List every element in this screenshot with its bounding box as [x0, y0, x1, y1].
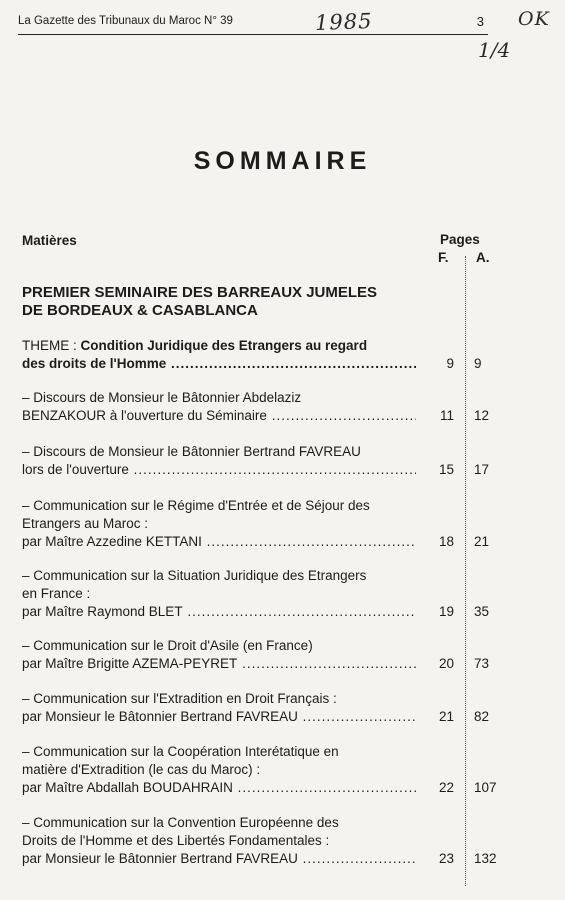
theme-title: Condition Juridique des Etrangers au regard	[80, 338, 368, 353]
page-title: SOMMAIRE	[193, 147, 372, 175]
page-a: 82	[474, 709, 490, 724]
entry-author-line: par Monsieur le Bâtonnier Bertrand FAVREAU .....	[22, 850, 416, 868]
entry-author-line: par Maître Azzedine KETTANI .....	[22, 533, 416, 551]
section-heading	[22, 284, 422, 320]
entry-author-line: par Maître Brigitte AZEMA-PEYRET .....	[22, 655, 416, 673]
column-header-a: A.	[476, 250, 490, 265]
entry-author-line: par Maître Raymond BLET .....	[22, 603, 416, 621]
entry-author-line: par Monsieur le Bâtonnier Bertrand FAVREAU .....	[22, 708, 416, 726]
handwritten-ok: OK	[518, 8, 550, 30]
page-f: 19	[438, 604, 454, 619]
entry-text-line: matière d'Extradition (le cas du Maroc) :	[22, 762, 261, 777]
column-header-matieres: Matières	[22, 233, 77, 248]
toc-entry	[22, 637, 542, 673]
page-f: 18	[438, 534, 454, 549]
toc-entry	[22, 690, 542, 726]
entry-text-line: – Communication sur la Convention Européenne des	[22, 815, 339, 830]
page-number: 3	[476, 14, 484, 29]
entry-text-line: Etrangers au Maroc :	[22, 516, 149, 531]
entry-text-line: en France :	[22, 586, 91, 601]
page-a: 35	[474, 604, 490, 619]
section-heading-line: DE BORDEAUX & CASABLANCA	[22, 302, 258, 319]
section-heading-line: PREMIER SEMINAIRE DES BARREAUX JUMELES	[22, 284, 378, 301]
page-a: 132	[474, 851, 497, 866]
page-a: 107	[474, 780, 497, 795]
toc-entry-theme	[22, 337, 542, 373]
page-a: 9	[474, 356, 482, 371]
handwritten-year: 1985	[314, 9, 373, 35]
page-a: 17	[474, 462, 490, 477]
column-header-f: F.	[438, 250, 449, 265]
handwritten-fraction: 1/4	[478, 38, 511, 62]
column-header-pages: Pages	[440, 232, 480, 247]
page-f: 23	[438, 851, 454, 866]
entry-text-line: – Communication sur le Droit d'Asile (en France)	[22, 638, 313, 653]
entry-author-line: par Maître Abdallah BOUDAHRAIN .....	[22, 779, 416, 797]
page-f: 21	[438, 709, 454, 724]
entry-text-line: – Communication sur la Coopération Interétatique en	[22, 744, 339, 759]
toc-entry	[22, 389, 542, 425]
page-f: 11	[439, 408, 454, 423]
toc-entry	[22, 743, 542, 797]
page-a: 73	[474, 656, 490, 671]
page-f: 15	[438, 462, 454, 477]
running-header	[18, 12, 488, 35]
entry-text-line: – Discours de Monsieur le Bâtonnier Abdelaziz	[22, 390, 302, 405]
toc-entry	[22, 497, 542, 551]
page-a: 12	[474, 408, 490, 423]
page-a: 21	[474, 534, 490, 549]
entry-author-line: lors de l'ouverture .....	[22, 461, 416, 479]
page-f: 20	[438, 656, 454, 671]
entry-text-line: Droits de l'Homme et des Libertés Fondamentales :	[22, 833, 330, 848]
toc-entry	[22, 443, 542, 479]
entry-text-line: – Communication sur la Situation Juridique des Etrangers	[22, 568, 367, 583]
entry-text-line: – Communication sur l'Extradition en Droit Français :	[22, 691, 337, 706]
entry-text-line: – Discours de Monsieur le Bâtonnier Bertrand FAVREAU	[22, 444, 361, 459]
toc-entry	[22, 814, 542, 868]
page-f: 9	[446, 356, 454, 371]
page-f: 22	[438, 780, 454, 795]
toc-entry	[22, 567, 542, 621]
journal-title: La Gazette des Tribunaux du Maroc N° 39	[18, 15, 233, 27]
entry-author-line: BENZAKOUR à l'ouverture du Séminaire .....	[22, 407, 416, 425]
entry-text-line: – Communication sur le Régime d'Entrée et de Séjour des	[22, 498, 370, 513]
theme-title-continued: des droits de l'Homme .....	[22, 355, 416, 373]
theme-prefix: THEME :	[22, 338, 81, 353]
